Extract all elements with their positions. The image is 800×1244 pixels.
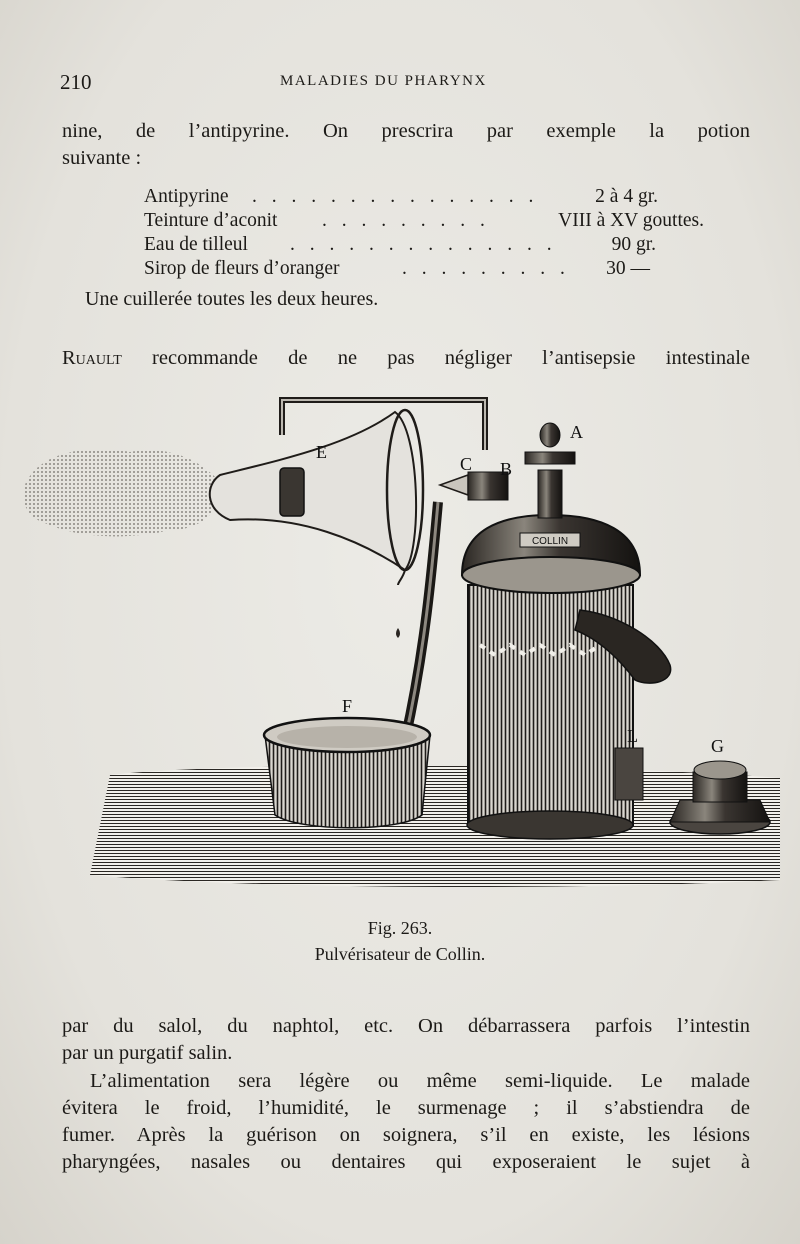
figure-caption: Pulvérisateur de Collin. — [314, 944, 486, 964]
label-e: E — [316, 442, 327, 462]
figure-illustration — [20, 390, 780, 900]
dose: 90 gr. — [611, 234, 656, 255]
intro-paragraph — [62, 118, 750, 172]
dosage-instruction: Une cuillerée toutes les deux heures. — [85, 288, 379, 310]
label-l: L — [627, 726, 638, 746]
prescription-row — [144, 257, 704, 281]
label-f: F — [342, 696, 353, 716]
ingredient: Sirop de fleurs d’oranger — [144, 258, 340, 279]
text-line: suivante : — [62, 147, 142, 169]
label-a: A — [570, 422, 583, 442]
boiler-stamp: COLLIN — [531, 536, 569, 547]
prescription-row — [144, 185, 704, 209]
leader-dots: . . . . . . . . . . . . . . — [290, 234, 557, 255]
text-line: évitera le froid, l’humidité, le surmenage ; il s’abstiendra de — [62, 1097, 750, 1119]
recommendation-text: recommande de ne pas négliger l’antisepsie intestinale — [152, 347, 750, 369]
text-line: L’alimentation sera légère ou même semi-liquide. Le malade — [90, 1070, 750, 1092]
dose: 2 à 4 gr. — [595, 186, 658, 207]
page-header — [60, 70, 750, 94]
body-paragraph-1 — [62, 1013, 750, 1067]
ingredient: Antipyrine — [144, 186, 229, 207]
body-paragraph-2 — [62, 1068, 750, 1176]
page-number: 210 — [60, 70, 92, 94]
recommendation-line — [62, 345, 750, 372]
ingredient: Eau de tilleul — [144, 234, 248, 255]
dose: VIII à XV gouttes. — [558, 210, 704, 231]
leader-dots: . . . . . . . . . — [402, 258, 570, 279]
leader-dots: . . . . . . . . . . . . . . . — [252, 186, 539, 207]
running-head: MALADIES DU PHARYNX — [280, 73, 487, 89]
label-g: G — [711, 736, 724, 756]
tap-valve — [525, 423, 575, 518]
text-line: nine, de l’antipyrine. On prescrira par exemple la potion — [62, 120, 750, 142]
figure-number: Fig. 263. — [367, 918, 433, 938]
text-line: par un purgatif salin. — [62, 1042, 233, 1064]
author-name: Ruault — [62, 347, 122, 369]
boiler — [462, 515, 643, 839]
dose: 30 — — [606, 258, 650, 279]
liquid-basin — [264, 718, 430, 828]
leader-dots: . . . . . . . . . — [322, 210, 490, 231]
prescription-row — [144, 233, 704, 257]
text-line: pharyngées, nasales ou dentaires qui exposeraient le sujet à — [62, 1151, 750, 1173]
label-c: C — [460, 454, 473, 474]
prescription — [144, 185, 704, 281]
spray-mist — [23, 449, 221, 536]
text-line: fumer. Après la guérison on soignera, s’il en existe, les lésions — [62, 1124, 750, 1146]
text-line — [62, 345, 750, 372]
prescription-row — [144, 209, 704, 233]
label-b: B — [500, 459, 513, 479]
nozzle — [440, 472, 508, 500]
text-line: par du salol, du naphtol, etc. On débarrassera parfois l’intestin — [62, 1015, 750, 1037]
ingredient: Teinture d’aconit — [144, 210, 278, 231]
